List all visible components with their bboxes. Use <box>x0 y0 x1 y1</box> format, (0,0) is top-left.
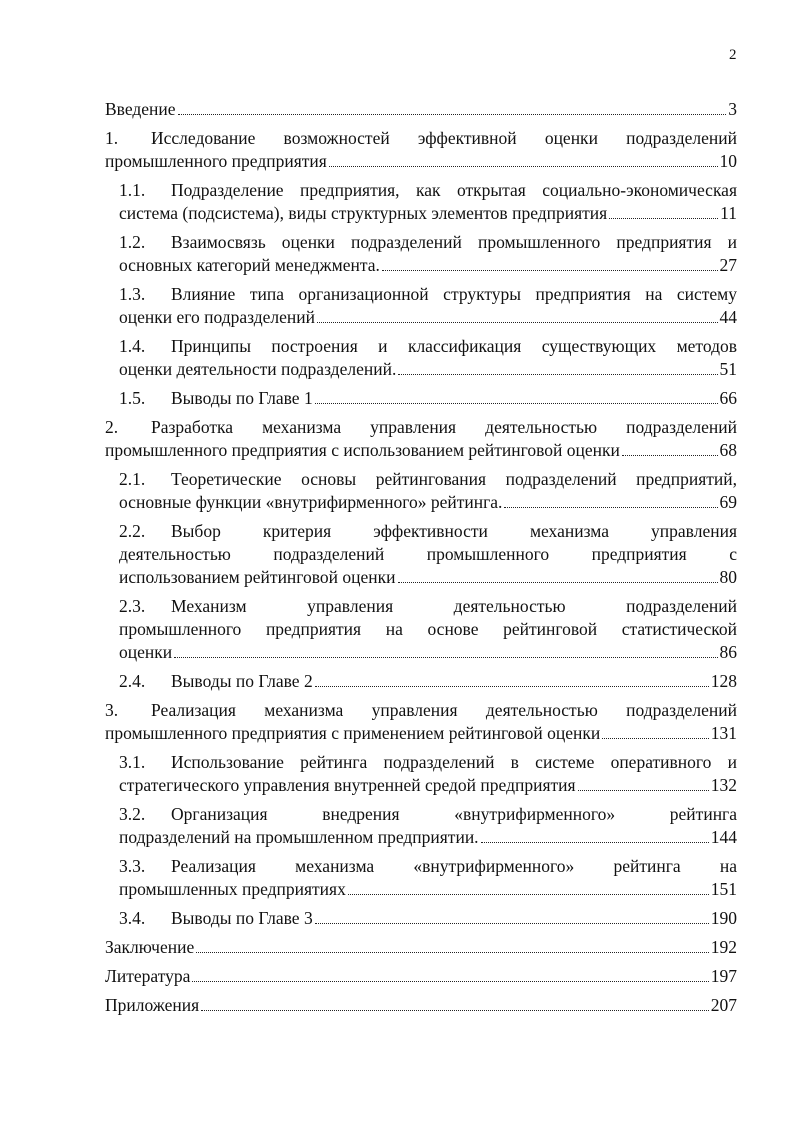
toc-entry-number: 1.2. <box>119 232 146 252</box>
toc-entry-last-line <box>105 439 737 462</box>
toc-entry-line <box>119 855 737 878</box>
toc-entry-last-line <box>119 491 737 514</box>
toc-entry-line <box>119 335 737 358</box>
toc-entry-line <box>105 699 737 722</box>
toc-entry-title: оценки <box>119 642 173 662</box>
toc-page-number: 10 <box>719 151 737 171</box>
toc-page-number: 66 <box>719 388 737 408</box>
dot-leader <box>192 981 708 982</box>
dot-leader <box>315 686 709 687</box>
toc-entry[interactable] <box>119 855 737 901</box>
toc-entry-last-line <box>119 878 737 901</box>
toc-entry-title: Влияние типа организационной структуры предприятия на систему <box>171 284 737 304</box>
dot-leader <box>317 322 717 323</box>
dot-leader <box>178 114 727 115</box>
dot-leader <box>602 738 708 739</box>
dot-leader <box>201 1010 709 1011</box>
toc-page-number: 132 <box>710 775 737 795</box>
toc-entry-last-line <box>119 358 737 381</box>
toc-entry-number: 2.2. <box>119 521 146 541</box>
toc-entry-title: Разработка механизма управления деятельностью подразделений <box>151 417 737 437</box>
toc-entry[interactable] <box>119 907 737 930</box>
toc-page-number: 144 <box>710 827 737 847</box>
toc-entry-title: подразделений на промышленном предприятии. <box>119 827 479 847</box>
toc-entry[interactable] <box>119 283 737 329</box>
dot-leader <box>398 374 717 375</box>
toc-entry-title: деятельностью подразделений промышленного предприятия с <box>119 544 737 564</box>
toc-entry[interactable] <box>119 751 737 797</box>
toc-entry-title: Принципы построения и классификация существующих методов <box>171 336 737 356</box>
dot-leader <box>504 507 717 508</box>
toc-entry-number: 3.3. <box>119 856 146 876</box>
toc-page-number: 27 <box>719 255 737 275</box>
toc-page-number: 131 <box>710 723 737 743</box>
toc-entry-number: 1.3. <box>119 284 146 304</box>
toc-page-number: 192 <box>710 937 737 957</box>
dot-leader <box>609 218 718 219</box>
toc-entry-title: Приложения <box>105 995 200 1015</box>
toc-entry-title: Теоретические основы рейтингования подразделений предприятий, <box>171 469 737 489</box>
dot-leader <box>174 657 717 658</box>
toc-entry-number: 1.1. <box>119 180 146 200</box>
toc-entry[interactable] <box>105 416 737 462</box>
dot-leader <box>315 923 709 924</box>
dot-leader <box>622 455 718 456</box>
toc-entry-title: Введение <box>105 99 176 119</box>
toc-entry[interactable] <box>105 936 737 959</box>
toc-entry-title: Выводы по Главе 3 <box>171 908 313 928</box>
toc-page-number: 207 <box>710 995 737 1015</box>
toc-entry-number: 1. <box>105 128 119 148</box>
toc-entry-last-line <box>105 936 737 959</box>
toc-entry-last-line <box>119 641 737 664</box>
toc-entry-title: стратегического управления внутренней средой предприятия <box>119 775 576 795</box>
dot-leader <box>196 952 709 953</box>
toc-entry-line <box>119 595 737 618</box>
toc-page-number: 51 <box>719 359 737 379</box>
toc-entry-title: Реализация механизма «внутрифирменного» рейтинга на <box>171 856 737 876</box>
toc-entry[interactable] <box>119 335 737 381</box>
toc-entry-last-line <box>119 670 737 693</box>
toc-entry-last-line <box>119 387 737 410</box>
toc-entry-number: 3. <box>105 700 119 720</box>
dot-leader <box>348 894 709 895</box>
toc-entry-line <box>119 468 737 491</box>
toc-entry-last-line <box>105 150 737 173</box>
toc-entry-title: Реализация механизма управления деятельностью подразделений <box>151 700 737 720</box>
dot-leader <box>382 270 718 271</box>
toc-entry-last-line <box>119 774 737 797</box>
toc-entry[interactable] <box>119 670 737 693</box>
toc-entry-number: 2.3. <box>119 596 146 616</box>
toc-page-number: 11 <box>720 203 737 223</box>
toc-entry-title: промышленного предприятия с применением рейтинговой оценки <box>105 723 601 743</box>
toc-entry-number: 2.1. <box>119 469 146 489</box>
toc-entry-last-line <box>105 965 737 988</box>
page-number: 2 <box>729 47 737 63</box>
toc-entry[interactable] <box>105 965 737 988</box>
toc-entry-title: Механизм управления деятельностью подразделений <box>171 596 737 616</box>
toc-page-number: 190 <box>710 908 737 928</box>
dot-leader <box>481 842 709 843</box>
dot-leader <box>315 403 718 404</box>
toc-entry-line <box>105 127 737 150</box>
toc-entry-title: Организация внедрения «внутрифирменного» рейтинга <box>171 804 737 824</box>
toc-page-number: 69 <box>719 492 737 512</box>
dot-leader <box>578 790 709 791</box>
toc-entry[interactable] <box>105 127 737 173</box>
toc-entry-title: Выводы по Главе 2 <box>171 671 313 691</box>
toc-page-number: 197 <box>710 966 737 986</box>
toc-entry[interactable] <box>119 231 737 277</box>
toc-entry-line <box>119 618 737 641</box>
toc-entry-title: оценки его подразделений <box>119 307 316 327</box>
toc-page-number: 151 <box>710 879 737 899</box>
toc-entry[interactable] <box>105 699 737 745</box>
toc-entry-number: 3.4. <box>119 908 146 928</box>
toc-entry-last-line <box>105 98 737 121</box>
toc-entry-title: промышленных предприятиях <box>119 879 346 899</box>
toc-entry-title: промышленного предприятия на основе рейтинговой статистической <box>119 619 737 639</box>
dot-leader <box>398 582 718 583</box>
toc-entry[interactable] <box>119 468 737 514</box>
toc-entry-last-line <box>119 306 737 329</box>
toc-entry-title: Заключение <box>105 937 195 957</box>
toc-page-number: 86 <box>719 642 737 662</box>
dot-leader <box>329 166 718 167</box>
toc-page-number: 80 <box>719 567 737 587</box>
toc-entry-title: Взаимосвязь оценки подразделений промышленного предприятия и <box>171 232 737 252</box>
toc-entry-title: Литература <box>105 966 191 986</box>
toc-entry-line <box>105 416 737 439</box>
toc-entry-number: 2. <box>105 417 119 437</box>
toc-entry[interactable] <box>119 595 737 664</box>
toc-entry-line <box>119 283 737 306</box>
toc-entry-line <box>119 231 737 254</box>
toc-entry[interactable] <box>119 179 737 225</box>
toc-entry[interactable] <box>119 387 737 410</box>
toc-entry-number: 2.4. <box>119 671 146 691</box>
toc-entry-last-line <box>119 907 737 930</box>
toc-entry[interactable] <box>105 994 737 1017</box>
toc-entry-last-line <box>119 202 737 225</box>
toc-entry-title: оценки деятельности подразделений. <box>119 359 397 379</box>
toc-entry[interactable] <box>105 98 737 121</box>
toc-page-number: 44 <box>719 307 737 327</box>
toc-entry-number: 1.5. <box>119 388 146 408</box>
toc-entry-title: Выводы по Главе 1 <box>171 388 313 408</box>
toc-entry[interactable] <box>119 803 737 849</box>
toc-entry-title: основные функции «внутрифирменного» рейтинга. <box>119 492 503 512</box>
toc-entry[interactable] <box>119 520 737 589</box>
toc-entry-last-line <box>119 826 737 849</box>
toc-entry-title: Исследование возможностей эффективной оценки подразделений <box>151 128 737 148</box>
toc-entry-line <box>119 543 737 566</box>
toc-entry-last-line <box>119 566 737 589</box>
toc-page-number: 3 <box>728 99 737 119</box>
toc-entry-title: Использование рейтинга подразделений в системе оперативного и <box>171 752 737 772</box>
toc-entry-line <box>119 520 737 543</box>
toc-entry-title: основных категорий менеджмента. <box>119 255 380 275</box>
toc-entry-title: Выбор критерия эффективности механизма управления <box>171 521 737 541</box>
table-of-contents <box>105 98 737 1023</box>
toc-entry-line <box>119 751 737 774</box>
toc-entry-number: 3.2. <box>119 804 146 824</box>
toc-page-number: 128 <box>710 671 737 691</box>
toc-entry-title: система (подсистема), виды структурных элементов предприятия <box>119 203 608 223</box>
toc-entry-number: 1.4. <box>119 336 146 356</box>
toc-entry-number: 3.1. <box>119 752 146 772</box>
toc-entry-last-line <box>105 994 737 1017</box>
toc-entry-title: использованием рейтинговой оценки <box>119 567 396 587</box>
toc-entry-last-line <box>105 722 737 745</box>
toc-entry-line <box>119 179 737 202</box>
toc-entry-title: промышленного предприятия <box>105 151 327 171</box>
toc-entry-last-line <box>119 254 737 277</box>
toc-entry-title: Подразделение предприятия, как открытая социально-экономическая <box>171 180 737 200</box>
toc-page-number: 68 <box>719 440 737 460</box>
toc-entry-line <box>119 803 737 826</box>
toc-entry-title: промышленного предприятия с использованием рейтинговой оценки <box>105 440 620 460</box>
